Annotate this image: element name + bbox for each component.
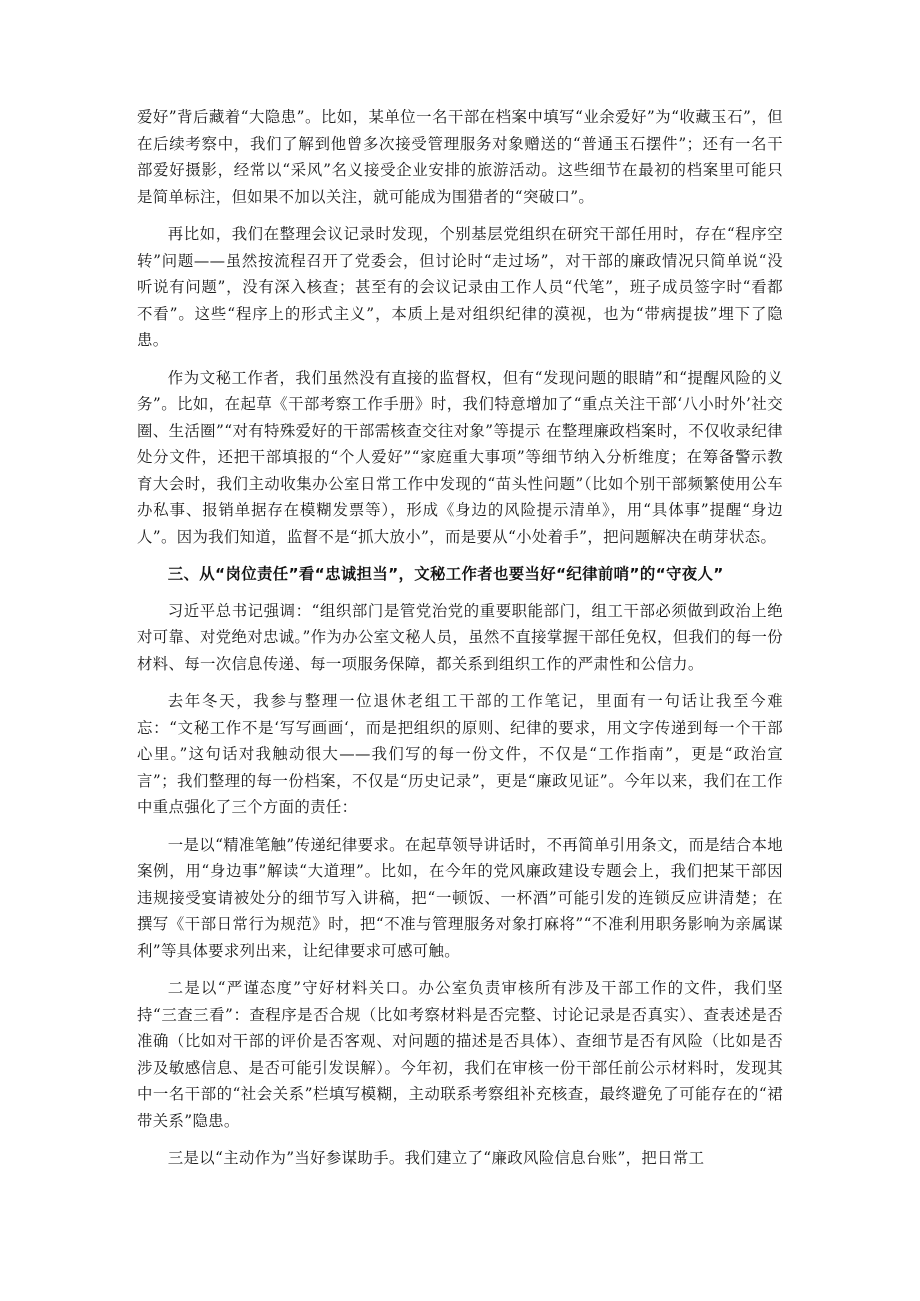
paragraph-last-winter: 去年冬天，我参与整理一位退休老组工干部的工作笔记，里面有一句话让我至今难忘：“文秘工作不是‘写写画画‘，而是把组织的原则、纪律的要求，用文字传递到每一个干部心里。”这句话对我触动很大——我们写的每一份文件，不仅是“工作指南”，更是“政治宣言”；我们整理的每一份档案，不仅是“历史记录”，更是“廉政见证”。今年以来，我们在工作中重点强化了三个方面的责任： bbox=[137, 692, 783, 816]
paragraph-point-one: 一是以“精准笔触”传递纪律要求。在起草领导讲话时，不再简单引用条文，而是结合本地案例，用“身边事”解读“大道理”。比如，在今年的党风廉政建设专题会上，我们把某干部因违规接受宴请被处分的细节写入讲稿，把“一顿饭、一杯酒”可能引发的连锁反应讲清楚；在撰写《干部日常行为规范》时，把“不准与管理服务对象打麻将”“不准利用职务影响为亲属谋利”等具体要求列出来，让纪律要求可感可触。 bbox=[137, 835, 783, 960]
section-heading-three: 三、从“岗位责任”看“忠诚担当”，文秘工作者也要当好“纪律前哨”的“守夜人” bbox=[167, 565, 724, 583]
paragraph-secretary-role: 作为文秘工作者，我们虽然没有直接的监督权，但有“发现问题的眼睛”和“提醒风险的义务”。比如，在起草《干部考察工作手册》时，我们特意增加了“重点关注干部‘八小时外’社交圈、生活圈”“对有特殊爱好的干部需核查交往对象”等提示 在整理廉政档案时，不仅收录纪律处分文件，还把干部填报的“个人爱好”“家庭重大事项”等细节纳入分析维度；在筹备警示教育大会时，我们主动收集办公室日常工作中发现的“苗头性问题”（比如个别干部频繁使用公车办私事、报销单据存在模糊发票等），形成《身边的风险提示清单》，用“具体事”提醒“身边人”。因为我们知道，监督不是“抓大放小”，而是要从“小处着手”，把问题解决在萌芽状态。 bbox=[137, 368, 784, 546]
paragraph-xi-quote: 习近平总书记强调：“组织部门是管党治党的重要职能部门，组工干部必须做到政治上绝对可靠、对党绝对忠诚。”作为办公室文秘人员，虽然不直接掌握干部任免权，但我们的每一份材料、每一次信息传递、每一项服务保障，都关系到组织工作的严肃性和公信力。 bbox=[137, 601, 783, 673]
paragraph-point-three: 三是以“主动作为”当好参谋助手。我们建立了“廉政风险信息台账”，把日常工 bbox=[167, 1149, 705, 1167]
document-page bbox=[137, 104, 783, 1183]
paragraph-point-two: 二是以“严谨态度”守好材料关口。办公室负责审核所有涉及干部工作的文件，我们坚持“三查三看”：查程序是否合规（比如考察材料是否完整、讨论记录是否真实）、查表述是否准确（比如对干部的评价是否客观、对问题的描述是否具体）、查细节是否有风险（比如是否涉及敏感信息、是否可能引发误解）。今年初，我们在审核一份干部任前公示材料时，发现其中一名干部的“社会关系”栏填写模糊，主动联系考察组补充核查，最终避免了可能存在的“裙带关系”隐患。 bbox=[137, 979, 783, 1130]
paragraph-hobby-risk: 爱好”背后藏着“大隐患”。比如，某单位一名干部在档案中填写“业余爱好”为“收藏玉石”，但在后续考察中，我们了解到他曾多次接受管理服务对象赠送的“普通玉石摆件”；还有一名干部爱好摄影，经常以“采风”名义接受企业安排的旅游活动。这些细节在最初的档案里可能只是简单标注，但如果不加以关注，就可能成为围猎者的“突破口”。 bbox=[137, 108, 783, 206]
paragraph-meeting-records: 再比如，我们在整理会议记录时发现，个别基层党组织在研究干部任用时，存在“程序空转”问题——虽然按流程召开了党委会，但讨论时“走过场”，对干部的廉政情况只简单说“没听说有问题”，没有深入核查；甚至有的会议记录由工作人员“代笔”，班子成员签字时“看都不看”。这些“程序上的形式主义”，本质上是对组织纪律的漠视，也为“带病提拔”埋下了隐患。 bbox=[137, 225, 783, 349]
